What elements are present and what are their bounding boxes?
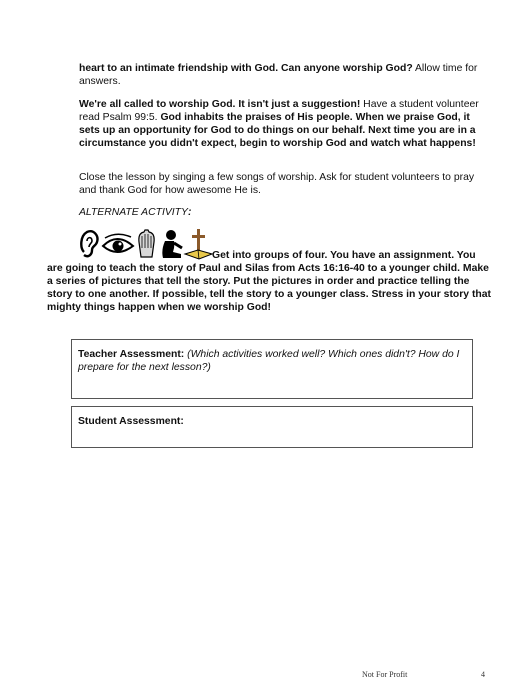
alternate-activity-label: ALTERNATE ACTIVITY: [79, 207, 188, 218]
worship-bold-1: We're all called to worship God. It isn't just a suggestion!: [79, 99, 361, 110]
praying-hands-icon: [139, 230, 154, 257]
intro-bold-text: heart to an intimate friendship with God. Can anyone worship God?: [79, 63, 413, 74]
alternate-activity-colon: :: [187, 207, 192, 218]
kneeling-person-icon: [162, 230, 182, 258]
intro-normal-text: Allow time for answers.: [79, 63, 478, 87]
teacher-assessment-label: Teacher Assessment:: [78, 349, 185, 360]
closing-paragraph: Close the lesson by singing a few songs of worship. Ask for student volunteers to pray and thank God for how awesome He is.: [79, 172, 475, 196]
teacher-assessment-prompt: (Which activities worked well? Which ones didn't? How do I prepare for the next lesson?): [78, 349, 460, 373]
student-assessment-box[interactable]: [71, 406, 473, 448]
worship-bold-2: God inhabits the praises of His people. When we praise God, it sets up an opportunity for God to do things on our behalf. Next time you are in a circumstance you didn't expect, begin to worship God and watch what happens!: [79, 112, 476, 149]
worship-normal-1: Have a student volunteer read Psalm 99:5.: [79, 99, 479, 123]
page-number: 4: [481, 670, 485, 679]
activity-instructions: are going to teach the story of Paul and Silas from Acts 16:16-40 to a younger child. Make a series of pictures that tell the story. Put the pictures in order and practice telling the story to one another. If possible, tell the story to a younger class. Stress in your story that mighty things happen when we worship God!: [47, 263, 492, 313]
teacher-assessment-box[interactable]: [71, 339, 473, 399]
footer-text: Not For Profit: [362, 670, 408, 679]
worship-paragraph: [79, 98, 491, 150]
eye-icon: [103, 234, 133, 252]
student-assessment-label: Student Assessment:: [78, 416, 184, 427]
alternate-activity-heading: [79, 206, 491, 219]
activity-first-line: Get into groups of four. You have an assignment. You: [212, 250, 476, 261]
intro-paragraph: [79, 62, 491, 88]
cross-bible-icon: [185, 229, 212, 259]
activity-icons: [79, 228, 214, 260]
ear-icon: [81, 231, 97, 256]
